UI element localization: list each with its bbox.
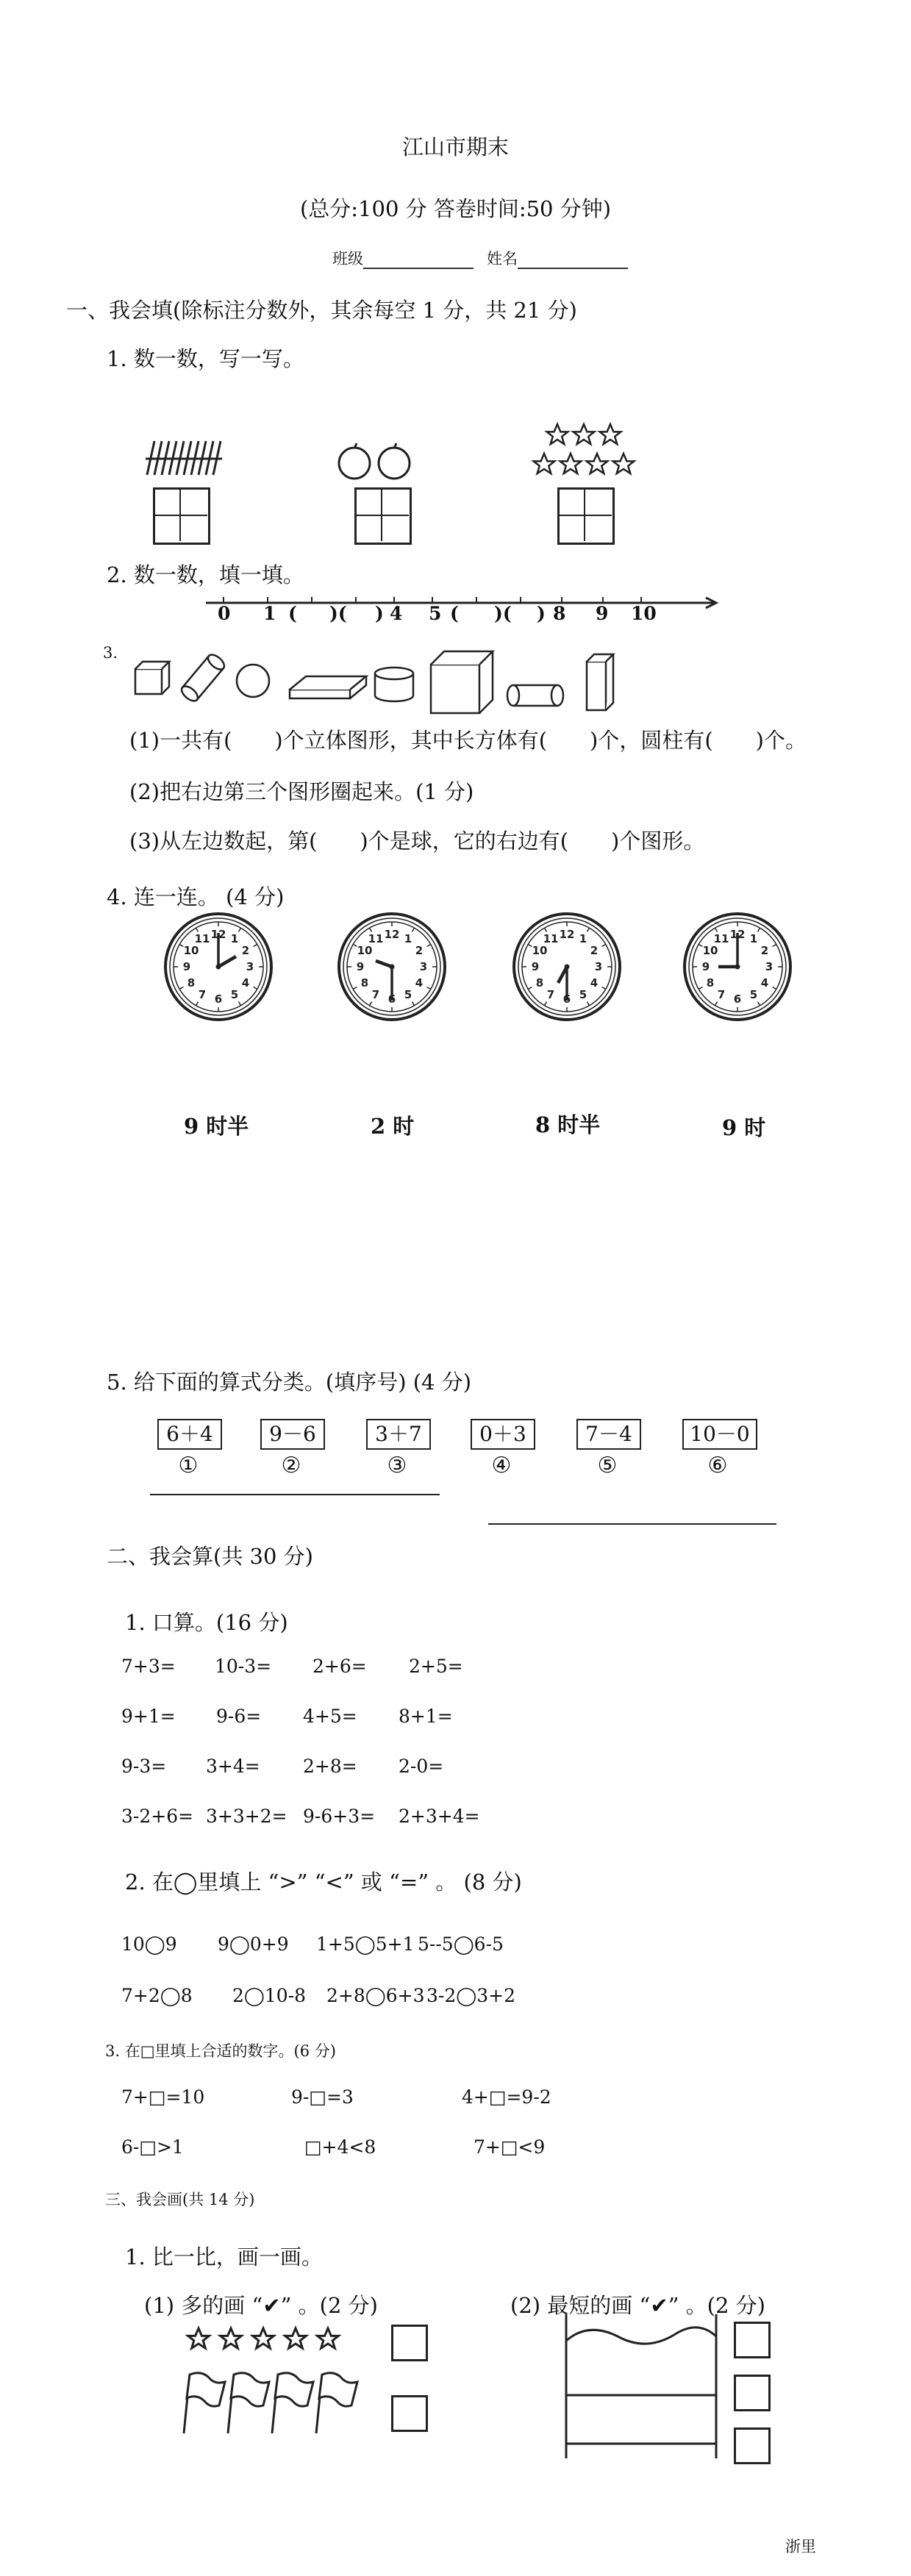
svg-text:4: 4 [241,976,250,990]
svg-text:8: 8 [187,976,196,990]
oral-problem: 7+3= [121,1656,176,1677]
question-2-2: 2. 在◯里填上 “>” “<” 或 “=” 。 (8 分) [125,1870,522,1895]
section-3-title: 三、我会画(共 14 分) [105,2191,255,2208]
expression-box: 3＋7 [366,1419,431,1450]
oral-problem: 9-6= [216,1706,262,1727]
expression-box: 9－6 [260,1419,325,1450]
count-box-3[interactable] [557,487,615,545]
footer-mark: 浙里 [785,2538,816,2555]
svg-text:4: 4 [590,976,599,990]
oral-problem: 10-3= [215,1656,272,1677]
oral-problem: 4+5= [303,1706,357,1727]
expression-box: 10－0 [682,1419,757,1450]
numberline-blank[interactable]: ( [288,603,297,624]
oral-problem: 9-6+3= [303,1806,376,1827]
compare-problem: 2◯10-8 [232,1985,307,2006]
svg-text:7: 7 [371,988,380,1001]
svg-text:6: 6 [562,992,571,1006]
section-2-title: 二、我会算(共 30 分) [107,1544,313,1569]
expression-number: ④ [491,1453,512,1478]
svg-text:4: 4 [760,976,769,990]
flags-row-icon [176,2369,368,2436]
svg-text:5: 5 [404,988,412,1001]
clock-label-1[interactable]: 9 时半 [184,1114,249,1139]
stars-icon [528,421,646,481]
expression-box: 6＋4 [157,1419,222,1450]
expression-number: ② [281,1453,301,1478]
svg-text:1: 1 [230,932,239,945]
numberline-label: 0 [218,603,231,624]
expression-number: ⑥ [707,1453,728,1478]
numberline-blank[interactable]: )( [329,603,347,624]
section-1-title: 一、我会填(除标注分数外，其余每空 1 分，共 21 分) [66,298,577,323]
compare-problem: 1+5◯5+1 [316,1933,415,1955]
svg-text:3: 3 [765,960,774,973]
check-box-flags[interactable] [391,2395,428,2432]
expression-box: 7－4 [576,1419,641,1450]
oral-problem: 2+5= [409,1656,463,1677]
compare-problem: 5--5◯6-5 [418,1933,504,1955]
question-1-3-3: (3)从左边数起，第( )个是球，它的右边有( )个图形。 [129,829,705,854]
numberline-label: 4 [390,603,403,624]
expression-number: ① [178,1453,199,1478]
oral-problem: 2+3+4= [399,1806,480,1827]
svg-text:9: 9 [531,960,540,973]
svg-text:11: 11 [194,932,210,945]
oral-problem: 9-3= [121,1756,167,1777]
clock-label-3[interactable]: 8 时半 [535,1112,601,1137]
count-box-2[interactable] [354,487,412,545]
svg-text:5: 5 [579,988,587,1001]
cube-large-icon [431,651,493,713]
svg-text:9: 9 [356,960,365,973]
clock-icon [682,912,793,1022]
question-1-3-2: (2)把右边第三个图形圈起来。(1 分) [129,779,474,804]
clock-icon [163,912,274,1022]
svg-text:2: 2 [241,944,250,957]
numberline-blank[interactable]: ( [450,603,459,624]
tall-cuboid-icon [587,654,613,710]
clock-icon [512,912,622,1022]
fill-problem: □+4<8 [304,2136,376,2158]
svg-text:6: 6 [214,992,223,1006]
svg-text:7: 7 [717,988,726,1001]
answer-line-2[interactable] [488,1523,776,1525]
svg-text:6: 6 [733,992,742,1006]
oral-problem: 2-0= [399,1756,444,1777]
svg-text:3: 3 [246,960,254,973]
compare-problem: 3-2◯3+2 [426,1985,515,2006]
svg-text:1: 1 [404,932,412,945]
numberline-label: 5 [429,603,442,624]
sphere-icon [237,665,269,697]
svg-text:8: 8 [706,976,715,990]
fill-problem: 9-□=3 [291,2086,354,2108]
cylinder-horizontal-icon [507,685,563,706]
cube-small-icon [135,662,169,694]
svg-text:11: 11 [713,932,729,945]
question-1-5: 5. 给下面的算式分类。(填序号) (4 分) [107,1370,472,1395]
clock-label-4[interactable]: 9 时 [722,1115,766,1140]
question-1-3-1: (1)一共有( )个立体图形，其中长方体有( )个，圆柱有( )个。 [129,728,807,753]
svg-text:5: 5 [230,988,239,1001]
cylinder-tilted-icon [179,652,227,704]
oral-problem: 8+1= [399,1706,453,1727]
class-field[interactable] [363,251,474,269]
name-label: 姓名 [487,250,518,268]
svg-text:5: 5 [749,988,758,1001]
compare-problem: 2+8◯6+3 [326,1985,425,2006]
svg-text:2: 2 [415,944,424,957]
svg-text:11: 11 [368,932,384,945]
count-box-1[interactable] [153,487,210,545]
compare-problem: 10◯9 [121,1933,177,1955]
numberline-blank[interactable]: ) [537,603,546,624]
question-2-3: 3. 在□里填上合适的数字。(6 分) [105,2042,336,2060]
svg-text:3: 3 [419,960,428,973]
svg-text:7: 7 [546,988,555,1001]
compare-problem: 7+2◯8 [121,1985,193,2006]
apples-icon [335,443,416,481]
check-box-stars[interactable] [391,2325,428,2361]
numberline-blank[interactable]: ) [375,603,384,624]
svg-text:8: 8 [360,976,369,990]
solid-shapes-row [129,647,637,720]
page-title: 江山市期末 [401,135,509,160]
fill-problem: 7+□<9 [474,2136,546,2158]
numberline-label: 9 [596,603,609,624]
svg-text:1: 1 [579,932,587,945]
oral-problem: 3-2+6= [121,1806,194,1827]
check-box-curve[interactable] [734,2322,771,2358]
fill-problem: 6-□>1 [121,2136,184,2158]
question-1-3: 3. [103,644,118,662]
svg-text:12: 12 [559,928,575,941]
svg-text:10: 10 [702,944,718,957]
svg-text:6: 6 [387,992,396,1006]
student-info-line [332,247,641,269]
numberline-label: 8 [553,603,566,624]
question-3-1-2: (2) 最短的画 “✔” 。(2 分) [510,2293,765,2318]
check-box-straight[interactable] [734,2375,771,2411]
svg-text:3: 3 [594,960,603,973]
svg-text:2: 2 [760,944,769,957]
expression-number: ⑤ [597,1453,618,1478]
svg-text:8: 8 [535,976,544,990]
svg-text:2: 2 [590,944,599,957]
svg-text:11: 11 [543,932,559,945]
sticks-bundle-icon [144,438,225,479]
svg-text:12: 12 [729,928,746,941]
svg-text:10: 10 [532,944,548,957]
svg-text:12: 12 [210,928,226,941]
svg-text:4: 4 [415,976,424,990]
exam-info: (总分:100 分 答卷时间:50 分钟) [299,196,612,221]
short-cylinder-icon [375,668,413,701]
fill-problem: 7+□=10 [121,2086,205,2108]
fill-problem: 4+□=9-2 [462,2086,551,2108]
svg-text:9: 9 [701,960,710,973]
svg-text:1: 1 [749,932,758,945]
oral-problem: 3+4= [206,1756,260,1777]
answer-line-1[interactable] [150,1494,440,1495]
question-3-1-1: (1) 多的画 “✔” 。(2 分) [144,2293,378,2318]
question-3-1: 1. 比一比，画一画。 [125,2244,323,2269]
expression-box: 0＋3 [471,1419,535,1450]
svg-text:10: 10 [183,944,199,957]
name-field[interactable] [518,251,628,269]
oral-problem: 2+8= [303,1756,357,1777]
numberline-label: 10 [631,603,657,624]
class-label: 班级 [332,250,363,268]
svg-text:12: 12 [384,928,400,941]
expression-number: ③ [387,1453,407,1478]
oral-problem: 9+1= [121,1706,176,1727]
oral-problem: 2+6= [312,1656,367,1677]
question-1-1: 1. 数一数，写一写。 [107,346,304,371]
svg-text:9: 9 [182,960,191,973]
flat-cuboid-icon [290,676,366,698]
question-2-1: 1. 口算。(16 分) [125,1610,288,1635]
oral-problem: 3+3+2= [206,1806,287,1827]
length-compare-figure [559,2314,721,2458]
svg-text:7: 7 [198,988,207,1001]
check-box-bottom[interactable] [734,2427,771,2464]
clock-icon [337,912,447,1022]
question-1-2: 2. 数一数，填一填。 [107,562,304,587]
numberline-blank[interactable]: )( [494,603,512,624]
svg-text:10: 10 [357,944,373,957]
question-1-4: 4. 连一连。 (4 分) [107,884,285,909]
stars-row-icon [182,2323,359,2355]
clock-label-2[interactable]: 2 时 [371,1114,415,1139]
compare-problem: 9◯0+9 [218,1933,289,1955]
numberline-label: 1 [263,603,276,624]
